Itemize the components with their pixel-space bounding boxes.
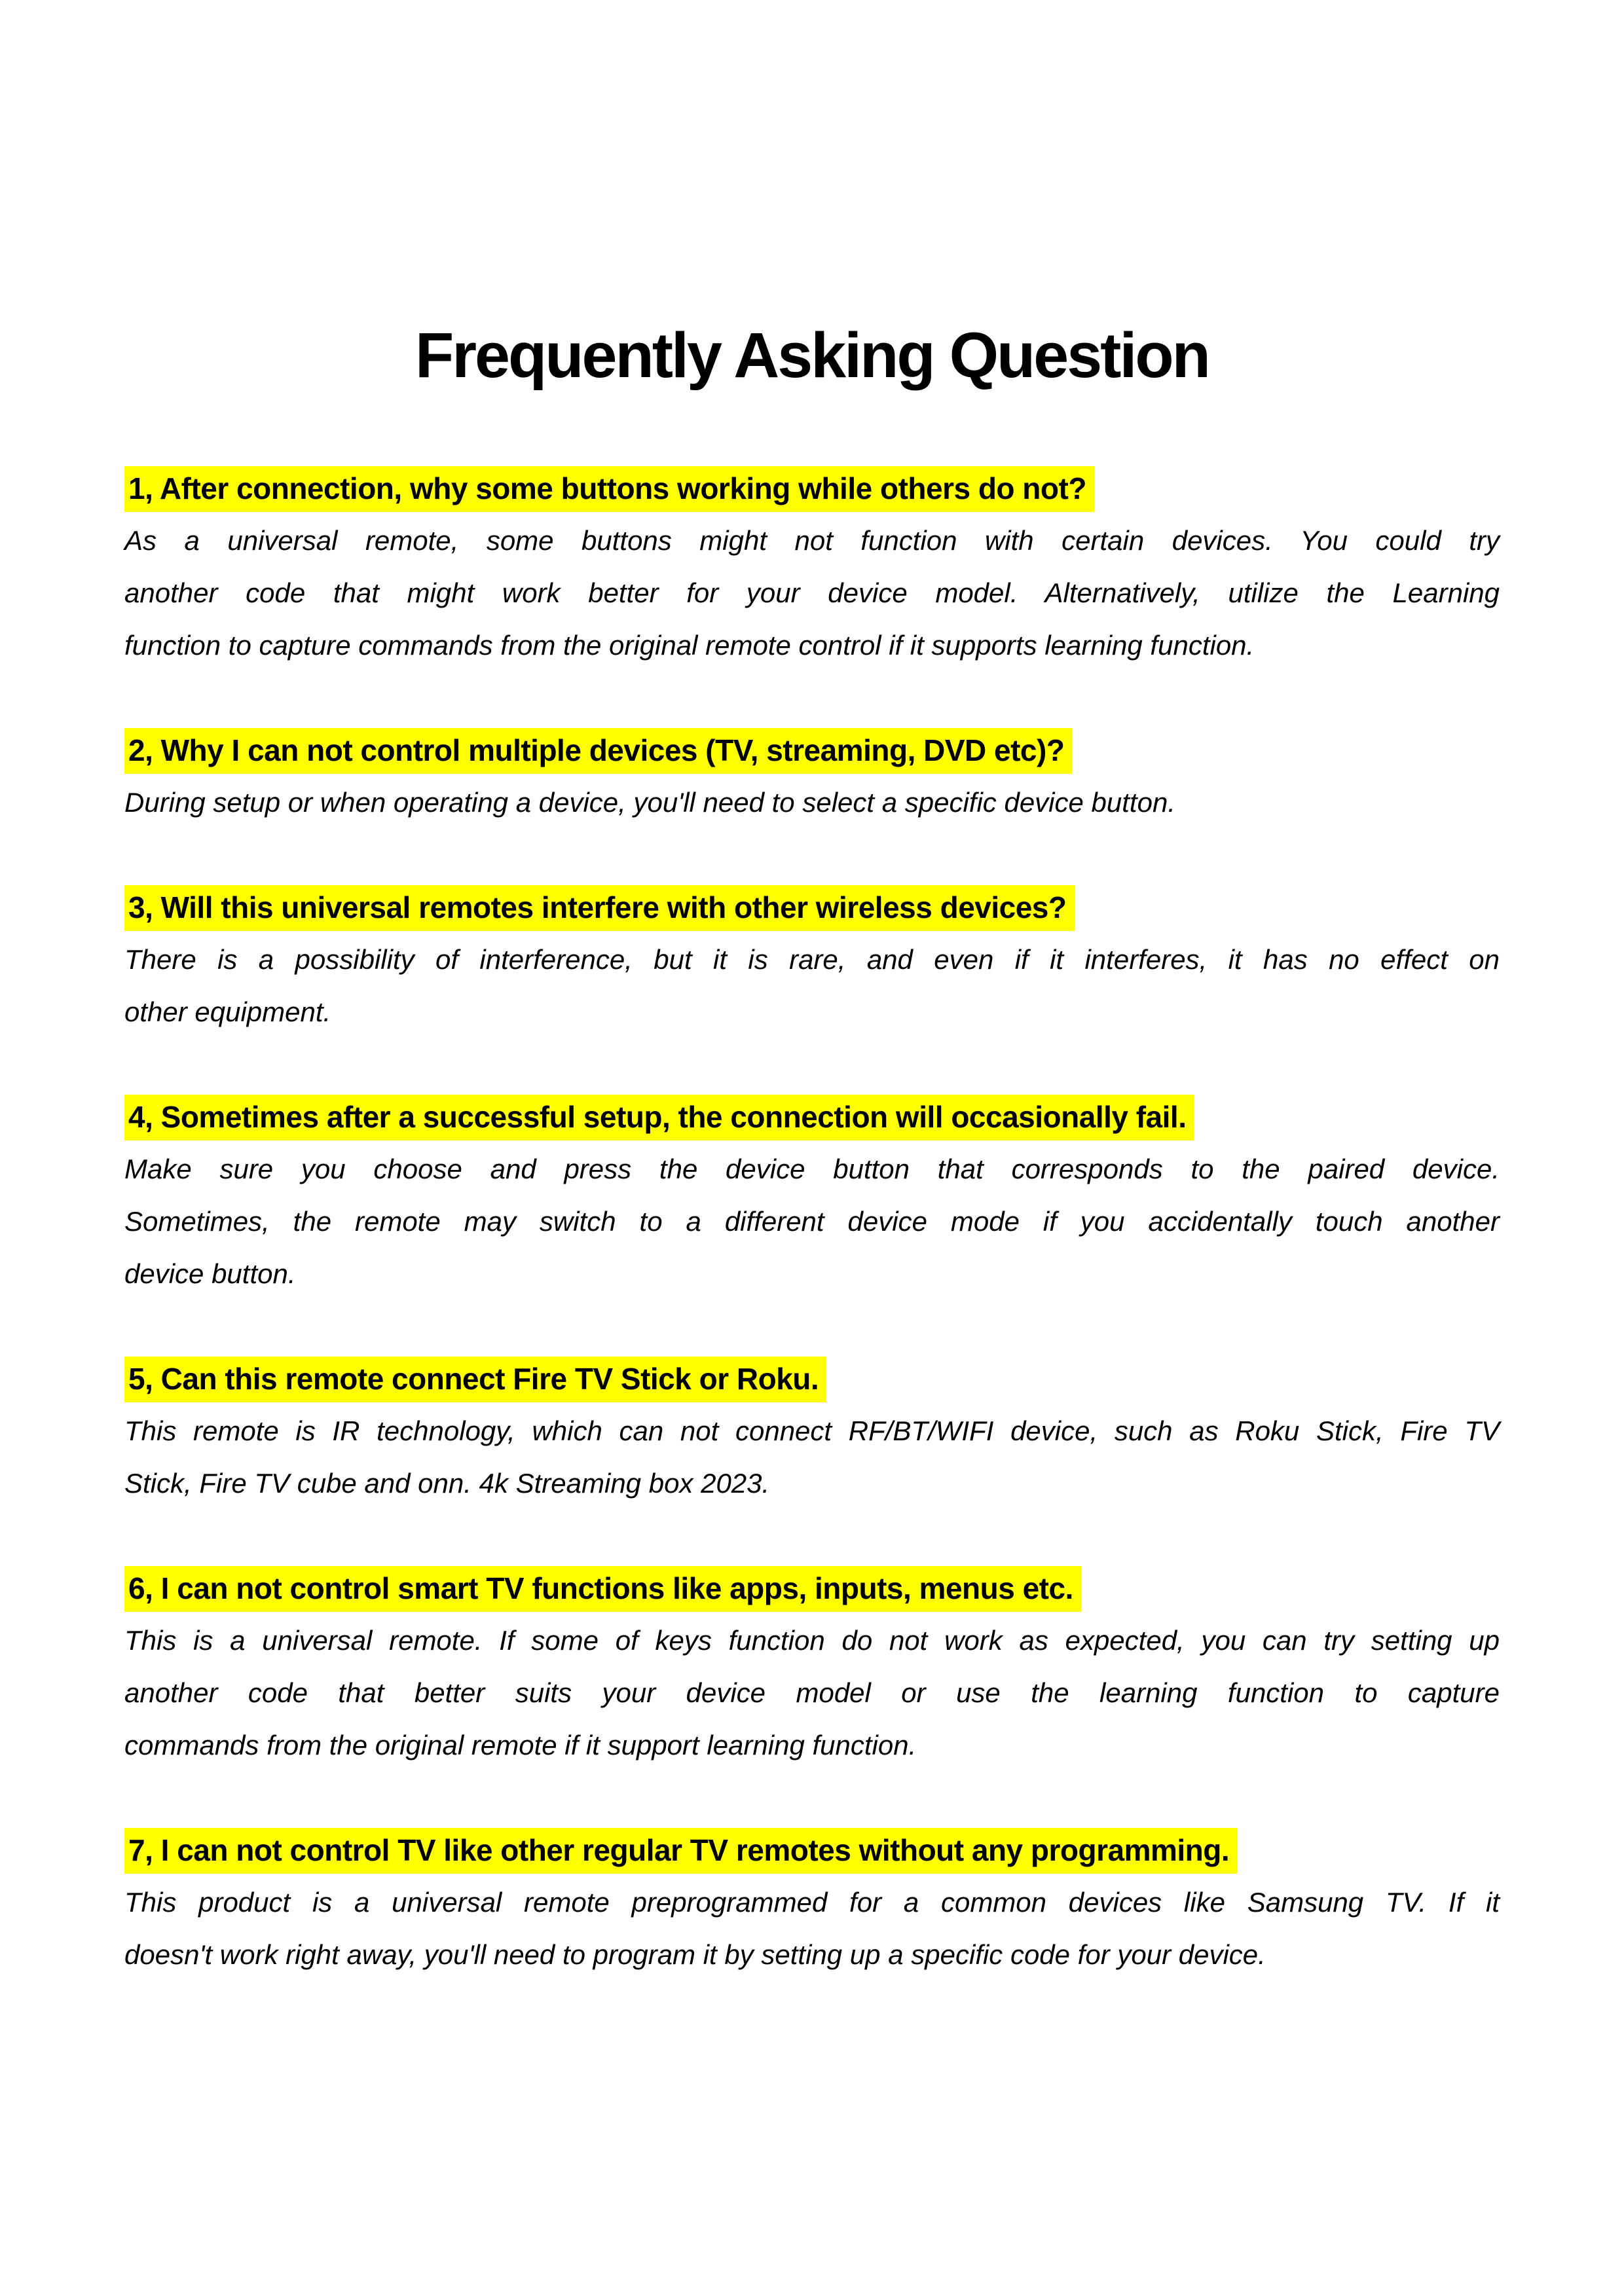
answer-line: This is a universal remote. If some of keys function do not work as expected, you can try setting up: [124, 1625, 1500, 1656]
faq-question-line: [124, 1353, 1500, 1405]
faq-item: [124, 1562, 1500, 1772]
faq-question-highlight: 2, Why I can not control multiple devices (TV, streaming, DVD etc)?: [124, 728, 1072, 774]
faq-question-highlight: 5, Can this remote connect Fire TV Stick or Roku.: [124, 1357, 826, 1402]
answer-line: doesn't work right away, you'll need to program it by setting up a specific code for your device.: [124, 1939, 1266, 1970]
faq-question-line: [124, 1562, 1500, 1614]
answer-line: During setup or when operating a device, you'll need to select a specific device button.: [124, 787, 1175, 818]
faq-answer: [124, 1614, 1500, 1772]
faq-answer: [124, 1405, 1500, 1510]
answer-line: There is a possibility of interference, but it is rare, and even if it interferes, it has no effect on: [124, 944, 1500, 975]
faq-item: [124, 1091, 1500, 1300]
answer-line: As a universal remote, some buttons might not function with certain devices. You could try: [124, 525, 1500, 556]
faq-item: [124, 724, 1500, 829]
answer-line: Sometimes, the remote may switch to a different device mode if you accidentally touch another: [124, 1206, 1500, 1237]
faq-item: [124, 881, 1500, 1038]
answer-line: This product is a universal remote preprogrammed for a common devices like Samsung TV. If it: [124, 1887, 1500, 1918]
answer-line: another code that might work better for your device model. Alternatively, utilize the Learning: [124, 577, 1500, 608]
faq-answer: [124, 1876, 1500, 1981]
answer-line: other equipment.: [124, 996, 331, 1027]
answer-line: function to capture commands from the original remote control if it supports learning function.: [124, 630, 1255, 661]
faq-question-highlight: 7, I can not control TV like other regular TV remotes without any programming.: [124, 1828, 1237, 1874]
faq-question-line: [124, 1091, 1500, 1143]
faq-answer: [124, 515, 1500, 672]
faq-question-line: [124, 724, 1500, 776]
faq-item: [124, 462, 1500, 672]
faq-question-highlight: 4, Sometimes after a successful setup, the connection will occasionally fail.: [124, 1095, 1194, 1140]
faq-answer: [124, 934, 1500, 1038]
faq-question-line: [124, 881, 1500, 934]
faq-item: [124, 1824, 1500, 1981]
faq-question-highlight: 3, Will this universal remotes interfere with other wireless devices?: [124, 885, 1075, 931]
answer-line: device button.: [124, 1258, 296, 1289]
faq-question-line: [124, 462, 1500, 515]
answer-line: Make sure you choose and press the device button that corresponds to the paired device.: [124, 1154, 1500, 1184]
faq-list: [124, 462, 1500, 1981]
faq-answer: [124, 1143, 1500, 1300]
answer-line: commands from the original remote if it support learning function.: [124, 1730, 917, 1760]
page-title: Frequently Asking Question: [415, 319, 1209, 391]
faq-question-highlight: 6, I can not control smart TV functions like apps, inputs, menus etc.: [124, 1566, 1081, 1612]
answer-line: This remote is IR technology, which can not connect RF/BT/WIFI device, such as Roku Stick, Fire TV: [124, 1415, 1500, 1446]
faq-question-highlight: 1, After connection, why some buttons working while others do not?: [124, 466, 1094, 512]
answer-line: Stick, Fire TV cube and onn. 4k Streaming box 2023.: [124, 1468, 770, 1499]
faq-answer: [124, 776, 1500, 829]
answer-line: another code that better suits your device model or use the learning function to capture: [124, 1677, 1500, 1708]
faq-question-line: [124, 1824, 1500, 1876]
faq-item: [124, 1353, 1500, 1510]
